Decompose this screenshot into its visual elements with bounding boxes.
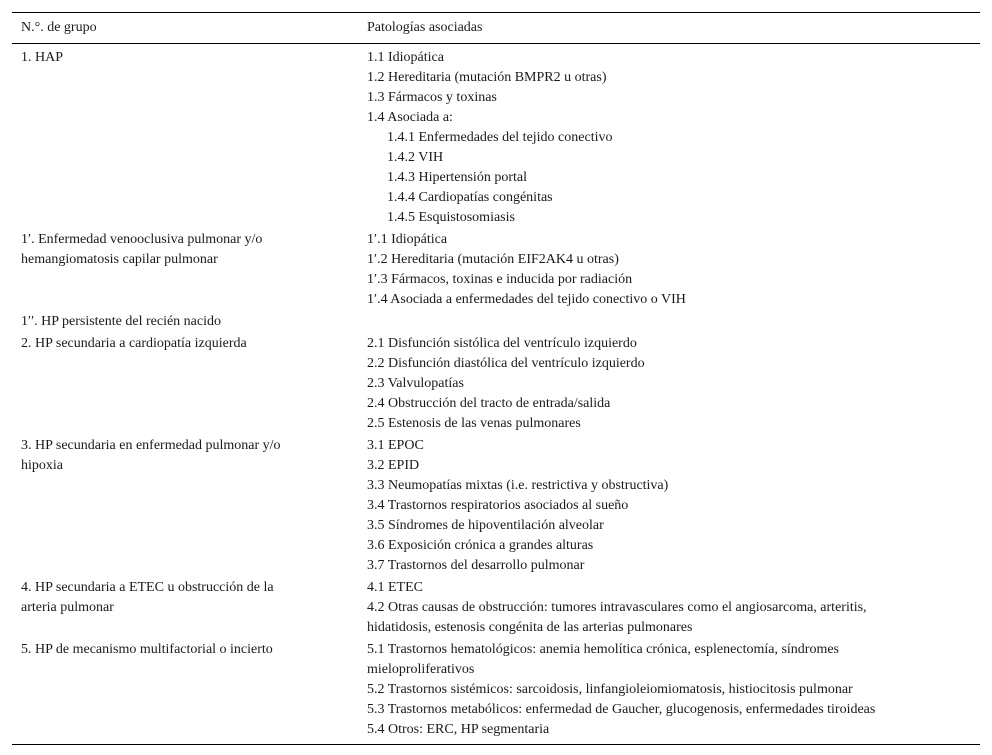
pathology-item: 3.4 Trastornos respiratorios asociados al sueño bbox=[367, 498, 629, 513]
bottom-rule bbox=[12, 744, 980, 745]
table-row bbox=[12, 48, 980, 228]
table-row bbox=[12, 230, 980, 310]
pathology-item: 5.1 Trastornos hematológicos: anemia hemolítica crónica, esplenectomía, síndromes bbox=[367, 642, 840, 657]
group-cell bbox=[12, 640, 359, 740]
pathology-item: 1.4 Asociada a: bbox=[367, 110, 453, 125]
pathology-item: 1.4.1 Enfermedades del tejido conectivo bbox=[387, 130, 613, 145]
pathology-item: hidatidosis, estenosis congénita de las arterias pulmonares bbox=[367, 620, 693, 635]
pathology-item: 5.4 Otros: ERC, HP segmentaria bbox=[367, 722, 550, 737]
group-label-line: 5. HP de mecanismo multifactorial o incierto bbox=[21, 642, 273, 657]
pathology-item: 2.1 Disfunción sistólica del ventrículo izquierdo bbox=[367, 336, 637, 351]
pathology-item: 4.1 ETEC bbox=[367, 580, 423, 595]
pathology-item: 3.1 EPOC bbox=[367, 438, 424, 453]
table-row bbox=[12, 578, 980, 638]
pathology-item: 5.3 Trastornos metabólicos: enfermedad de Gaucher, glucogenosis, enfermedades tiroideas bbox=[367, 702, 876, 717]
pathologies-cell bbox=[359, 578, 980, 638]
group-label-line: arteria pulmonar bbox=[21, 600, 114, 615]
pathology-item: 3.2 EPID bbox=[367, 458, 420, 473]
pathology-item: mieloproliferativos bbox=[367, 662, 475, 677]
pathology-item: 1.4.2 VIH bbox=[387, 150, 444, 165]
group-label-line: hemangiomatosis capilar pulmonar bbox=[21, 252, 218, 267]
group-label-line: 4. HP secundaria a ETEC u obstrucción de la bbox=[21, 580, 274, 595]
pathology-item: 2.2 Disfunción diastólica del ventrículo izquierdo bbox=[367, 356, 645, 371]
pathology-item: 1′.1 Idiopática bbox=[367, 232, 448, 247]
pathology-item: 1′.3 Fármacos, toxinas e inducida por radiación bbox=[367, 272, 633, 287]
pathologies-cell bbox=[359, 312, 980, 332]
group-cell bbox=[12, 48, 359, 228]
pathology-item: 3.6 Exposición crónica a grandes alturas bbox=[367, 538, 594, 553]
table-row bbox=[12, 312, 980, 332]
group-label-line: hipoxia bbox=[21, 458, 63, 473]
pathology-item: 2.3 Valvulopatías bbox=[367, 376, 464, 391]
pathology-item: 3.7 Trastornos del desarrollo pulmonar bbox=[367, 558, 585, 573]
pathology-item: 5.2 Trastornos sistémicos: sarcoidosis, linfangioleiomiomatosis, histiocitosis pulmonar bbox=[367, 682, 853, 697]
pathologies-cell bbox=[359, 640, 980, 740]
group-label-line: 3. HP secundaria en enfermedad pulmonar y/o bbox=[21, 438, 281, 453]
group-cell bbox=[12, 578, 359, 638]
pathology-item: 1.3 Fármacos y toxinas bbox=[367, 90, 497, 105]
table-body bbox=[12, 44, 980, 744]
pathology-item: 1.2 Hereditaria (mutación BMPR2 u otras) bbox=[367, 70, 607, 85]
pathology-item: 1′.4 Asociada a enfermedades del tejido conectivo o VIH bbox=[367, 292, 686, 307]
group-cell bbox=[12, 334, 359, 434]
pathology-item: 1.4.3 Hipertensión portal bbox=[387, 170, 527, 185]
pathology-item: 1.1 Idiopática bbox=[367, 50, 444, 65]
table-row bbox=[12, 640, 980, 740]
table-header bbox=[12, 13, 980, 43]
pathology-item: 2.4 Obstrucción del tracto de entrada/salida bbox=[367, 396, 611, 411]
header-pathologies: Patologías asociadas bbox=[367, 20, 483, 35]
classification-table bbox=[12, 12, 980, 745]
group-label-line: 1. HAP bbox=[21, 50, 64, 65]
group-label-line: 1′. Enfermedad venooclusiva pulmonar y/o bbox=[21, 232, 263, 247]
group-label-line: 1′′. HP persistente del recién nacido bbox=[21, 314, 221, 329]
pathology-item: 2.5 Estenosis de las venas pulmonares bbox=[367, 416, 581, 431]
header-group: N.°. de grupo bbox=[21, 20, 97, 35]
group-cell bbox=[12, 230, 359, 310]
pathologies-cell bbox=[359, 436, 980, 576]
pathologies-cell bbox=[359, 48, 980, 228]
group-cell bbox=[12, 312, 359, 332]
pathology-item: 3.5 Síndromes de hipoventilación alveolar bbox=[367, 518, 604, 533]
pathologies-cell bbox=[359, 230, 980, 310]
pathology-item: 4.2 Otras causas de obstrucción: tumores intravasculares como el angiosarcoma, arteritis, bbox=[367, 600, 867, 615]
pathology-item: 1′.2 Hereditaria (mutación EIF2AK4 u otras) bbox=[367, 252, 619, 267]
table-row bbox=[12, 334, 980, 434]
table-row bbox=[12, 436, 980, 576]
group-cell bbox=[12, 436, 359, 576]
pathologies-cell bbox=[359, 334, 980, 434]
pathology-item: 1.4.5 Esquistosomiasis bbox=[387, 210, 515, 225]
group-label-line: 2. HP secundaria a cardiopatía izquierda bbox=[21, 336, 247, 351]
pathology-item: 1.4.4 Cardiopatías congénitas bbox=[387, 190, 553, 205]
pathology-item: 3.3 Neumopatías mixtas (i.e. restrictiva y obstructiva) bbox=[367, 478, 669, 493]
